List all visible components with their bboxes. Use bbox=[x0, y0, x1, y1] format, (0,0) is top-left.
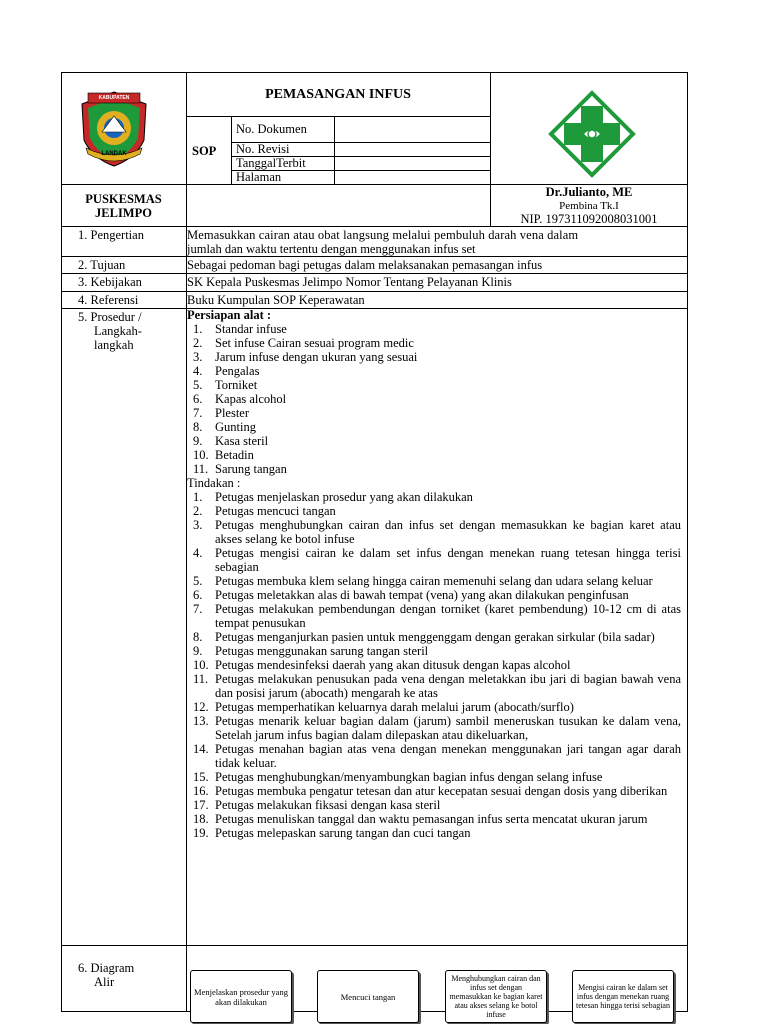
section-text-kebijakan: SK Kepala Puskesmas Jelimpo Nomor Tentang Pelayanan Klinis bbox=[187, 275, 512, 289]
list-item bbox=[187, 392, 681, 406]
list-item bbox=[187, 742, 681, 770]
regency-ribbon-text: LANDAK bbox=[101, 151, 127, 157]
sop-label: SOP bbox=[192, 144, 217, 158]
list-item-number: 5. bbox=[193, 574, 203, 588]
list-item-text: Betadin bbox=[215, 448, 254, 462]
list-item bbox=[187, 784, 681, 798]
list-item-text: Torniket bbox=[215, 378, 258, 392]
list-item-number: 11. bbox=[193, 672, 209, 686]
list-item-text: Petugas membuka klem selang hingga cairan memenuhi selang dan udara selang keluar bbox=[215, 574, 653, 588]
signatory-name: Dr.Julianto, ME bbox=[545, 185, 633, 199]
persiapan-list bbox=[187, 322, 681, 476]
section-label-prosedur-line1: 5. Prosedur / bbox=[78, 310, 142, 324]
list-item-text: Petugas menarik keluar bagian dalam (jarum) sambil meneruskan tusukan ke dalam vena, Setelah jarum infus bagian dalam dilepaskan atau dikeluarkan, bbox=[215, 714, 681, 742]
divider bbox=[61, 291, 688, 292]
section-text-referensi: Buku Kumpulan SOP Keperawatan bbox=[187, 293, 365, 307]
flow-step-1 bbox=[190, 970, 292, 1023]
flow-step-2 bbox=[317, 970, 419, 1023]
list-item-number: 11. bbox=[193, 462, 209, 476]
puskesmas-cross-icon bbox=[548, 90, 636, 178]
list-item-text: Sarung tangan bbox=[215, 462, 287, 476]
list-item-text: Petugas mencuci tangan bbox=[215, 504, 336, 518]
list-item bbox=[187, 672, 681, 700]
list-item-number: 6. bbox=[193, 588, 203, 602]
list-item bbox=[187, 574, 681, 588]
list-item-text: Petugas menghubungkan/menyambungkan bagian infus dengan selang infuse bbox=[215, 770, 603, 784]
list-item-number: 10. bbox=[193, 658, 209, 672]
list-item-number: 14. bbox=[193, 742, 209, 756]
list-item-text: Petugas menahan bagian atas vena dengan menekan menggunakan jari tangan agar darah tidak keluar. bbox=[215, 742, 681, 770]
list-item-text: Kasa steril bbox=[215, 434, 269, 448]
divider bbox=[186, 116, 490, 117]
section-label-tujuan: 2. Tujuan bbox=[78, 258, 126, 272]
list-item-number: 10. bbox=[193, 448, 209, 462]
field-label-page: Halaman bbox=[236, 170, 282, 184]
list-item-number: 9. bbox=[193, 644, 203, 658]
divider bbox=[61, 945, 688, 946]
list-item bbox=[187, 364, 681, 378]
list-item bbox=[187, 406, 681, 420]
list-item-number: 8. bbox=[193, 630, 203, 644]
list-item-number: 9. bbox=[193, 434, 203, 448]
institution-name-line2: JELIMPO bbox=[95, 206, 152, 220]
list-item bbox=[187, 714, 681, 742]
list-item-number: 2. bbox=[193, 504, 203, 518]
list-item-number: 17. bbox=[193, 798, 209, 812]
list-item-number: 5. bbox=[193, 378, 203, 392]
list-item-text: Standar infuse bbox=[215, 322, 287, 336]
list-item-number: 7. bbox=[193, 406, 203, 420]
regency-banner-text: KABUPATEN bbox=[98, 95, 130, 101]
list-item bbox=[187, 798, 681, 812]
procedure-content bbox=[187, 308, 681, 840]
list-item-number: 6. bbox=[193, 392, 203, 406]
list-item bbox=[187, 518, 681, 546]
section-text-pengertian-line1: Memasukkan cairan atau obat langsung melalui pembuluh darah vena dalam bbox=[187, 228, 579, 242]
flow-step-3 bbox=[445, 970, 547, 1023]
flow-step-3-text: Menghubungkan cairan dan infus set dengan memasukkan ke bagian karet atau akses selang ke botol infuse bbox=[449, 974, 543, 1019]
section-label-pengertian: 1. Pengertian bbox=[78, 228, 144, 242]
divider bbox=[334, 116, 335, 184]
field-label-doc-number: No. Dokumen bbox=[236, 122, 307, 136]
list-item-text: Petugas membuka pengatur tetesan dan atur kecepatan sesuai dengan dosis yang diberikan bbox=[215, 784, 668, 798]
list-item-text: Petugas mendesinfeksi daerah yang akan ditusuk dengan kapas alcohol bbox=[215, 658, 571, 672]
institution-name-line1: PUSKESMAS bbox=[85, 192, 162, 206]
list-item-number: 4. bbox=[193, 364, 203, 378]
list-item bbox=[187, 770, 681, 784]
section-label-prosedur-line3: langkah bbox=[94, 338, 134, 352]
flow-step-1-text: Menjelaskan prosedur yang akan dilakukan bbox=[194, 986, 288, 1007]
list-item-text: Petugas memperhatikan keluarnya darah melalui jarum (abocath/surflo) bbox=[215, 700, 574, 714]
list-item bbox=[187, 420, 681, 434]
list-item bbox=[187, 462, 681, 476]
list-item-number: 4. bbox=[193, 546, 203, 560]
list-item bbox=[187, 826, 681, 840]
divider bbox=[61, 226, 688, 227]
tindakan-heading: Tindakan : bbox=[187, 476, 241, 490]
list-item bbox=[187, 602, 681, 630]
list-item bbox=[187, 336, 681, 350]
list-item-text: Petugas meletakkan alas di bawah tempat (vena) yang akan dilakukan penginfusan bbox=[215, 588, 629, 602]
list-item-text: Petugas menggunakan sarung tangan steril bbox=[215, 644, 429, 658]
persiapan-heading: Persiapan alat : bbox=[187, 308, 272, 322]
list-item-number: 16. bbox=[193, 784, 209, 798]
list-item bbox=[187, 448, 681, 462]
list-item bbox=[187, 812, 681, 826]
list-item-text: Petugas melakukan pembendungan dengan torniket (karet pembendung) 10-12 cm di atas tempat penusukan bbox=[215, 602, 681, 630]
list-item bbox=[187, 350, 681, 364]
list-item bbox=[187, 490, 681, 504]
list-item-text: Pengalas bbox=[215, 364, 260, 378]
list-item bbox=[187, 322, 681, 336]
divider bbox=[61, 273, 688, 274]
divider bbox=[231, 116, 232, 184]
list-item bbox=[187, 658, 681, 672]
signatory-rank: Pembina Tk.I bbox=[559, 200, 619, 212]
list-item-number: 18. bbox=[193, 812, 209, 826]
list-item-text: Jarum infuse dengan ukuran yang sesuai bbox=[215, 350, 418, 364]
flow-step-4-text: Mengisi cairan ke dalam set infus dengan menekan ruang tetesan hingga terisi sebagian bbox=[576, 983, 670, 1010]
list-item-number: 8. bbox=[193, 420, 203, 434]
list-item bbox=[187, 700, 681, 714]
list-item-text: Plester bbox=[215, 406, 250, 420]
list-item-number: 3. bbox=[193, 350, 203, 364]
section-label-diagram-line1: 6. Diagram bbox=[78, 961, 135, 975]
list-item-text: Petugas menghubungkan cairan dan infus set dengan memasukkan ke bagian karet atau akses selang ke botol infuse bbox=[215, 518, 681, 546]
list-item-text: Petugas menuliskan tanggal dan waktu pemasangan infus serta mencatat ukuran jarum bbox=[215, 812, 648, 826]
section-label-prosedur-line2: Langkah- bbox=[94, 324, 142, 338]
list-item bbox=[187, 546, 681, 574]
list-item-text: Petugas mengisi cairan ke dalam set infus dengan menekan ruang tetesan hingga terisi sebagian bbox=[215, 546, 681, 574]
list-item-text: Kapas alcohol bbox=[215, 392, 287, 406]
list-item-text: Petugas melakukan fiksasi dengan kasa steril bbox=[215, 798, 441, 812]
list-item bbox=[187, 588, 681, 602]
section-text-pengertian-line2: jumlah dan waktu tertentu dengan menggunakan infus set bbox=[187, 242, 476, 256]
tindakan-list bbox=[187, 490, 681, 840]
flow-step-4 bbox=[572, 970, 674, 1023]
list-item-number: 13. bbox=[193, 714, 209, 728]
list-item bbox=[187, 378, 681, 392]
field-label-revision: No. Revisi bbox=[236, 142, 290, 156]
field-label-publish-date: TanggalTerbit bbox=[236, 156, 306, 170]
signatory-nip: NIP. 197311092008031001 bbox=[520, 212, 658, 226]
section-label-diagram-line2: Alir bbox=[94, 975, 115, 989]
list-item-number: 2. bbox=[193, 336, 203, 350]
list-item-number: 3. bbox=[193, 518, 203, 532]
puskesmas-logo bbox=[548, 90, 636, 178]
list-item-text: Petugas menjelaskan prosedur yang akan dilakukan bbox=[215, 490, 473, 504]
section-text-tujuan: Sebagai pedoman bagi petugas dalam melaksanakan pemasangan infus bbox=[187, 258, 543, 272]
list-item-number: 12. bbox=[193, 700, 209, 714]
list-item bbox=[187, 630, 681, 644]
section-label-referensi: 4. Referensi bbox=[78, 293, 139, 307]
regency-logo bbox=[74, 88, 154, 168]
list-item-text: Set infuse Cairan sesuai program medic bbox=[215, 336, 414, 350]
list-item-number: 7. bbox=[193, 602, 203, 616]
list-item-text: Petugas menganjurkan pasien untuk menggenggam dengan gerakan sirkular (bila sadar) bbox=[215, 630, 655, 644]
list-item-text: Petugas melakukan penusukan pada vena dengan meletakkan ibu jari di bagian bawah vena dan posisi jarum (abocath) mengarah ke atas bbox=[215, 672, 681, 700]
list-item-number: 1. bbox=[193, 322, 203, 336]
section-label-kebijakan: 3. Kebijakan bbox=[78, 275, 142, 289]
list-item-number: 15. bbox=[193, 770, 209, 784]
document-title: PEMASANGAN INFUS bbox=[265, 87, 411, 102]
flow-step-2-text: Mencuci tangan bbox=[340, 991, 396, 1002]
list-item bbox=[187, 504, 681, 518]
list-item-text: Gunting bbox=[215, 420, 256, 434]
list-item bbox=[187, 644, 681, 658]
list-item-number: 1. bbox=[193, 490, 203, 504]
list-item-text: Petugas melepaskan sarung tangan dan cuci tangan bbox=[215, 826, 471, 840]
list-item bbox=[187, 434, 681, 448]
list-item-number: 19. bbox=[193, 826, 209, 840]
divider bbox=[61, 256, 688, 257]
